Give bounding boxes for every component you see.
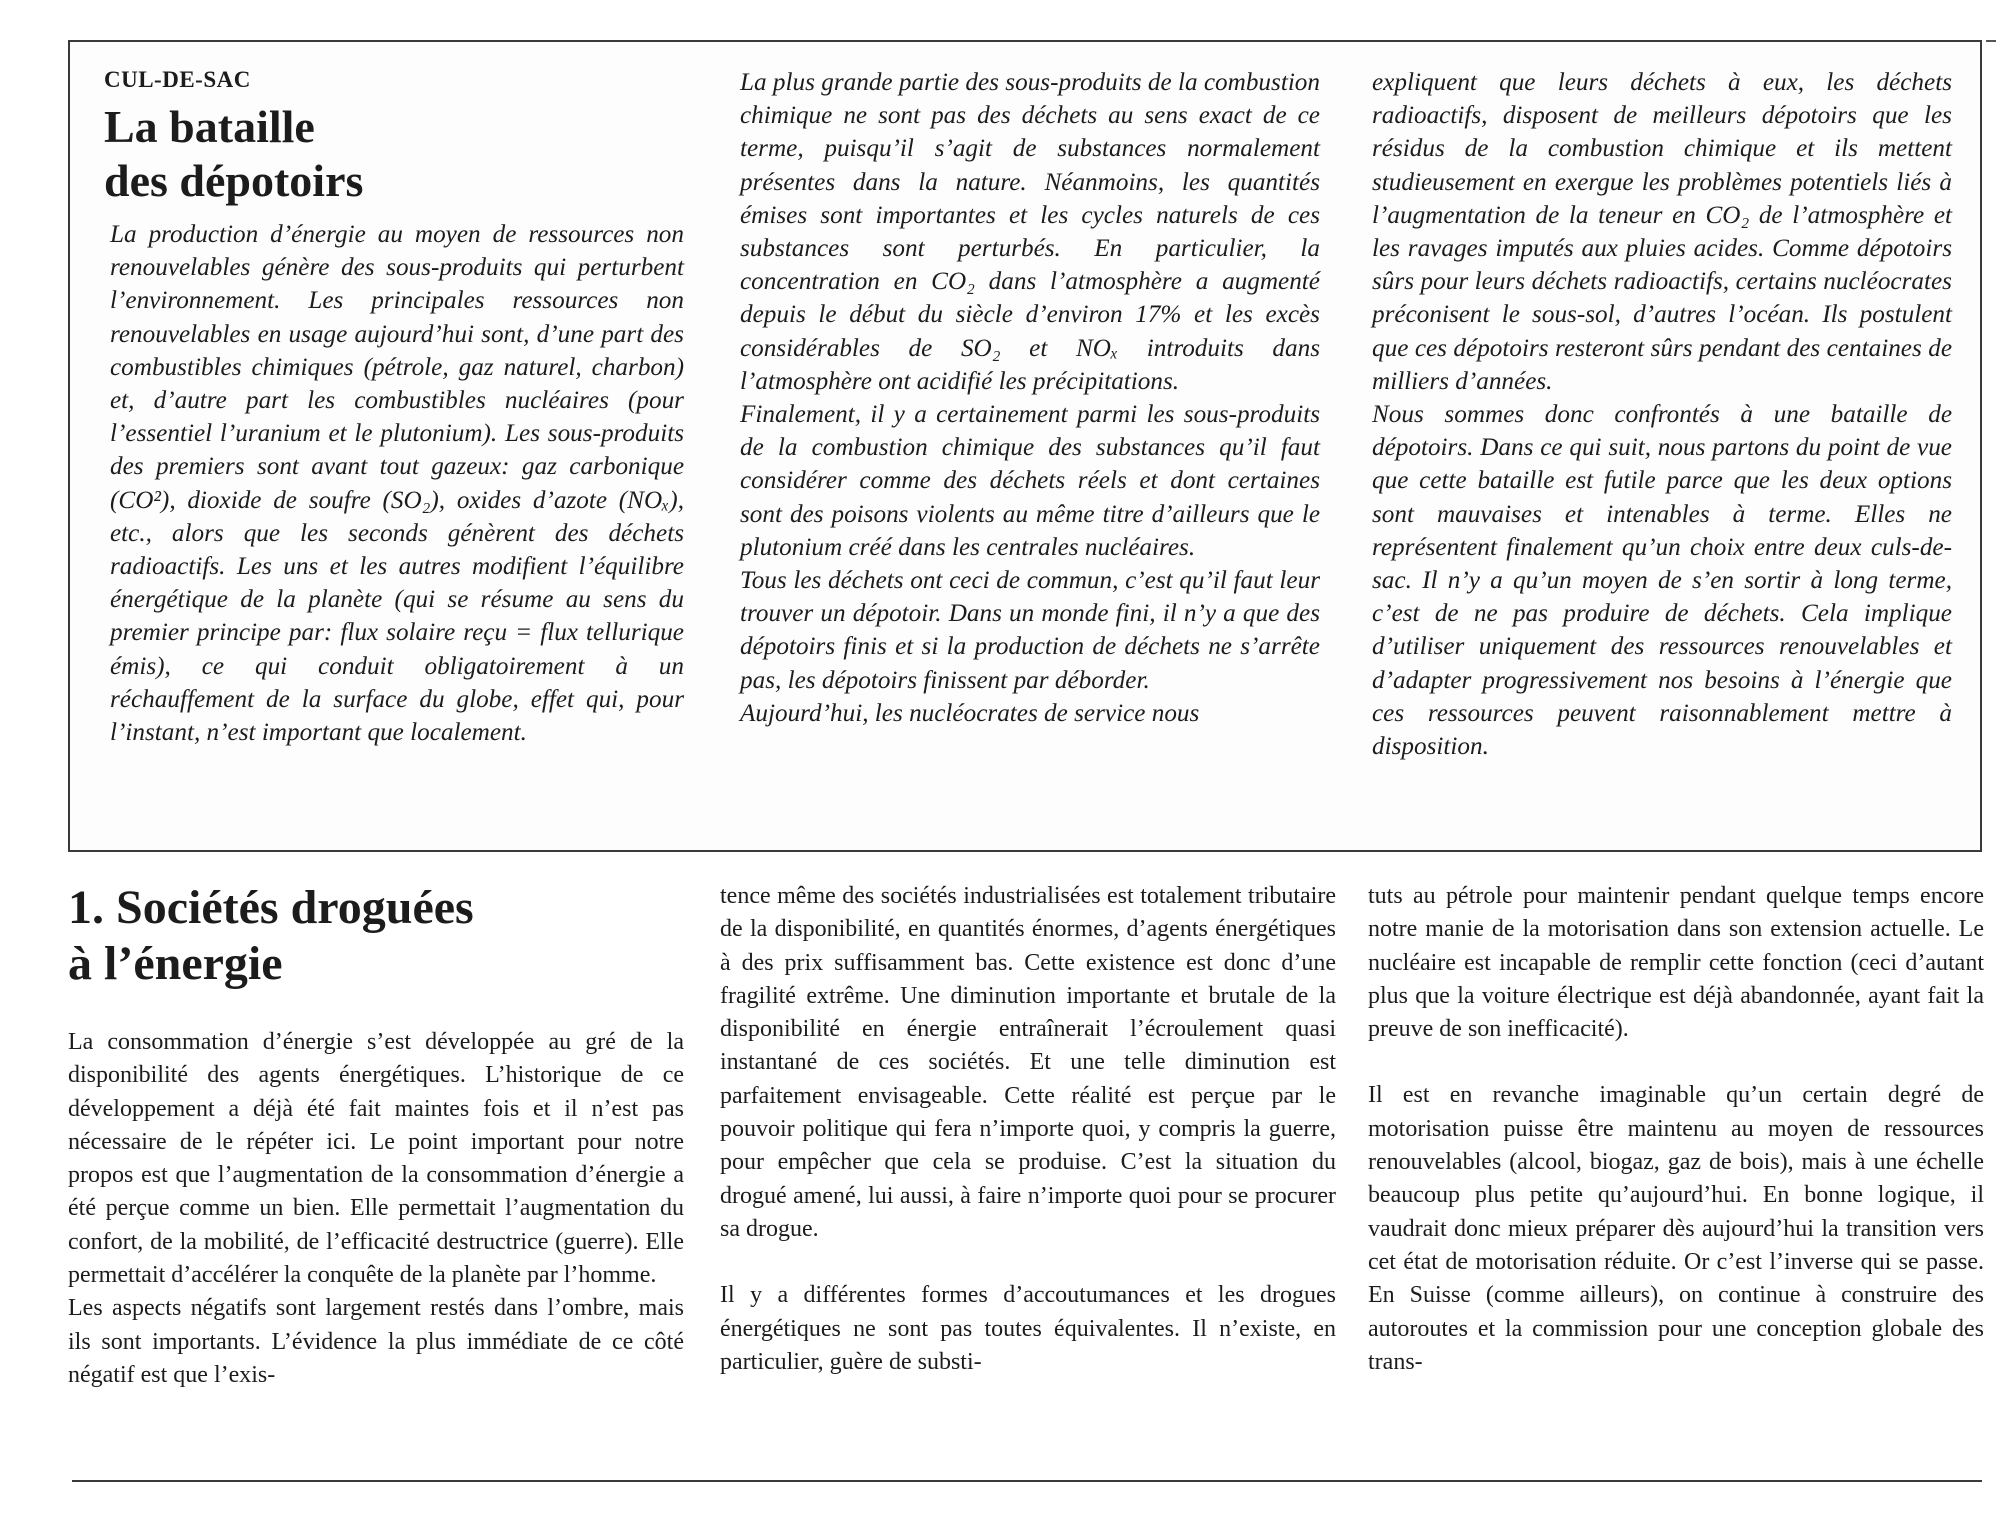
article-paragraph: Il y a différentes formes d’accoutumances et les drogues énergétiques ne sont pas toutes équivalentes. Il n’existe, en particulier, guère de substi- (720, 1282, 1336, 1375)
sidebar-kicker: CUL-DE-SAC (104, 67, 251, 92)
sidebar-paragraph: Nous sommes donc confrontés à une bataille de dépotoirs. Dans ce qui suit, nous partons du point de vue que cette bataille est futile parce que les deux options sont mauvaises et intenables à terme. Elles ne représentent finalement qu’un choix entre deux culs-de-sac. Il n’y a qu’un moyen de s’en sortir à long terme, c’est de ne pas produire de déchets. Cela implique d’utiliser uniquement des ressources renouvelables et d’adapter progressivement nos besoins à l’énergie que ces ressources peuvent raisonnablement mettre à disposition. (1372, 401, 1952, 761)
article-column-1 (68, 880, 684, 1392)
article-paragraph: Il est en revanche imaginable qu’un certain degré de motorisation puisse être maintenu au moyen de ressources renouvelables (alcool, biogaz, gaz de bois), mais à une échelle beaucoup plus petite qu’aujourd’hui. En bonne logique, il vaudrait donc mieux préparer dès aujourd’hui la transition vers cet état de motorisation réduite. Or c’est l’inverse qui se passe. En Suisse (comme ailleurs), on continue à construire des autoroutes et la commission pour une conception globale des trans- (1368, 1082, 1984, 1375)
sidebar-title-line-1: La bataille (104, 101, 315, 152)
bottom-rule (72, 1480, 1982, 1482)
corner-crop-mark (1986, 40, 1996, 42)
article-paragraph: La consommation d’énergie s’est développée au gré de la disponibilité des agents énergétiques. L’historique de ce développement a déjà été fait maintes fois et il n’est pas nécessaire de le répéter ici. Le point important pour notre propos est que l’augmentation de la consommation d’énergie a été perçue comme un bien. Elle permettait l’augmentation du confort, de la mobilité, de l’efficacité destructrice (guerre). Elle permettait d’accélérer la conquête de la planète par l’homme. (68, 1029, 684, 1289)
sidebar-paragraph: La plus grande partie des sous-produits de la combustion chimique ne sont pas des déchets au sens exact de ce terme, puisqu’il s’agit de substances normalement présentes dans la nature. Néanmoins, les quantités émises sont importantes et les cycles naturels de ces substances sont perturbés. En particulier, la concentration en CO₂ dans l’atmosphère a augmenté depuis le début du siècle d’environ 17% et les excès considérables de SO₂ et NOₓ introduits dans l’atmosphère ont acidifié les précipitations. (740, 69, 1320, 395)
sidebar-paragraph: Aujourd’hui, les nucléocrates de service nous (740, 699, 1200, 727)
sidebar-paragraph: Tous les déchets ont ceci de commun, c’est qu’il faut leur trouver un dépotoir. Dans un monde fini, il n’y a que des dépotoirs finis et si la production de déchets ne s’arrête pas, les dépotoirs finissent par déborder. (740, 567, 1320, 694)
article-paragraph: Les aspects négatifs sont largement restés dans l’ombre, mais ils sont importants. L’évidence la plus immédiate de ce côté négatif est que l’exis- (68, 1295, 684, 1388)
sidebar-title (104, 100, 684, 208)
article-column-2 (720, 880, 1336, 1379)
sidebar-paragraph: Finalement, il y a certainement parmi les sous-produits de la combustion chimique des substances qu’il faut considérer comme des déchets réels et dont certaines sont des poisons violents au même titre d’ailleurs que le plutonium créé dans les centrales nucléaires. (740, 401, 1320, 561)
sidebar-paragraph: expliquent que leurs déchets à eux, les déchets radioactifs, disposent de meilleurs dépotoirs que les résidus de la combustion chimique et ils mettent studieusement en exergue les problèmes potentiels liés à l’augmentation de la teneur en CO₂ de l’atmosphère et les ravages imputés aux pluies acides. Comme dépotoirs sûrs pour leurs déchets radioactifs, certains nucléocrates préconisent le sous-sol, d’autres l’océan. Ils postulent que ces dépotoirs resteront sûrs pendant des centaines de milliers d’années. (1372, 69, 1952, 395)
section-title-line-2: à l’énergie (68, 937, 283, 990)
sidebar-column-1 (104, 66, 684, 749)
sidebar-title-line-2: des dépotoirs (104, 155, 364, 206)
sidebar-paragraph: La production d’énergie au moyen de ressources non renouvelables génère des sous-produits qui perturbent l’environnement. Les principales ressources non renouvelables en usage aujourd’hui sont, d’une part des combustibles chimiques (pétrole, gaz naturel, charbon) et, d’autre part les combustibles nucléaires (pour l’essentiel l’uranium et le plutonium). Les sous-produits des premiers sont avant tout gazeux: gaz carbonique (CO²), dioxide de soufre (SO₂), oxides d’azote (NOₓ), etc., alors que les seconds génèrent des déchets radioactifs. Les uns et les autres modifient l’équilibre énergétique de la planète (qui se résume au sens du premier principe par: flux solaire reçu = flux tellurique émis), ce qui conduit obligatoirement à un réchauffement de la surface du globe, effet qui, pour l’instant, n’est important que localement. (110, 221, 684, 747)
article-column-3 (1368, 880, 1984, 1379)
sidebar-column-2 (740, 66, 1320, 730)
article-paragraph: tuts au pétrole pour maintenir pendant quelque temps encore notre manie de la motorisation dans son extension actuelle. Le nucléaire est incapable de remplir cette fonction (ceci d’autant plus que la voiture électrique est déjà abandonnée, ayant fait la preuve de son inefficacité). (1368, 883, 1984, 1043)
section-title (68, 880, 684, 992)
sidebar-box (68, 40, 1982, 852)
section-title-line-1: 1. Sociétés droguées (68, 881, 474, 934)
article-paragraph: tence même des sociétés industrialisées est totalement tributaire de la disponibilité, en quantités énormes, d’agents énergétiques à des prix suffisamment bas. Cette existence est donc d’une fragilité extrême. Une diminution importante et brutale de la disponibilité en énergie entraînerait l’écroulement quasi instantané de ces sociétés. Et une telle diminution est parfaitement envisageable. Cette réalité est perçue par le pouvoir politique qui fera n’importe quoi, y compris la guerre, pour empêcher que cela se produise. C’est la situation du drogué amené, lui aussi, à faire n’importe quoi pour se procurer sa drogue. (720, 883, 1336, 1242)
sidebar-column-3 (1372, 66, 1952, 763)
